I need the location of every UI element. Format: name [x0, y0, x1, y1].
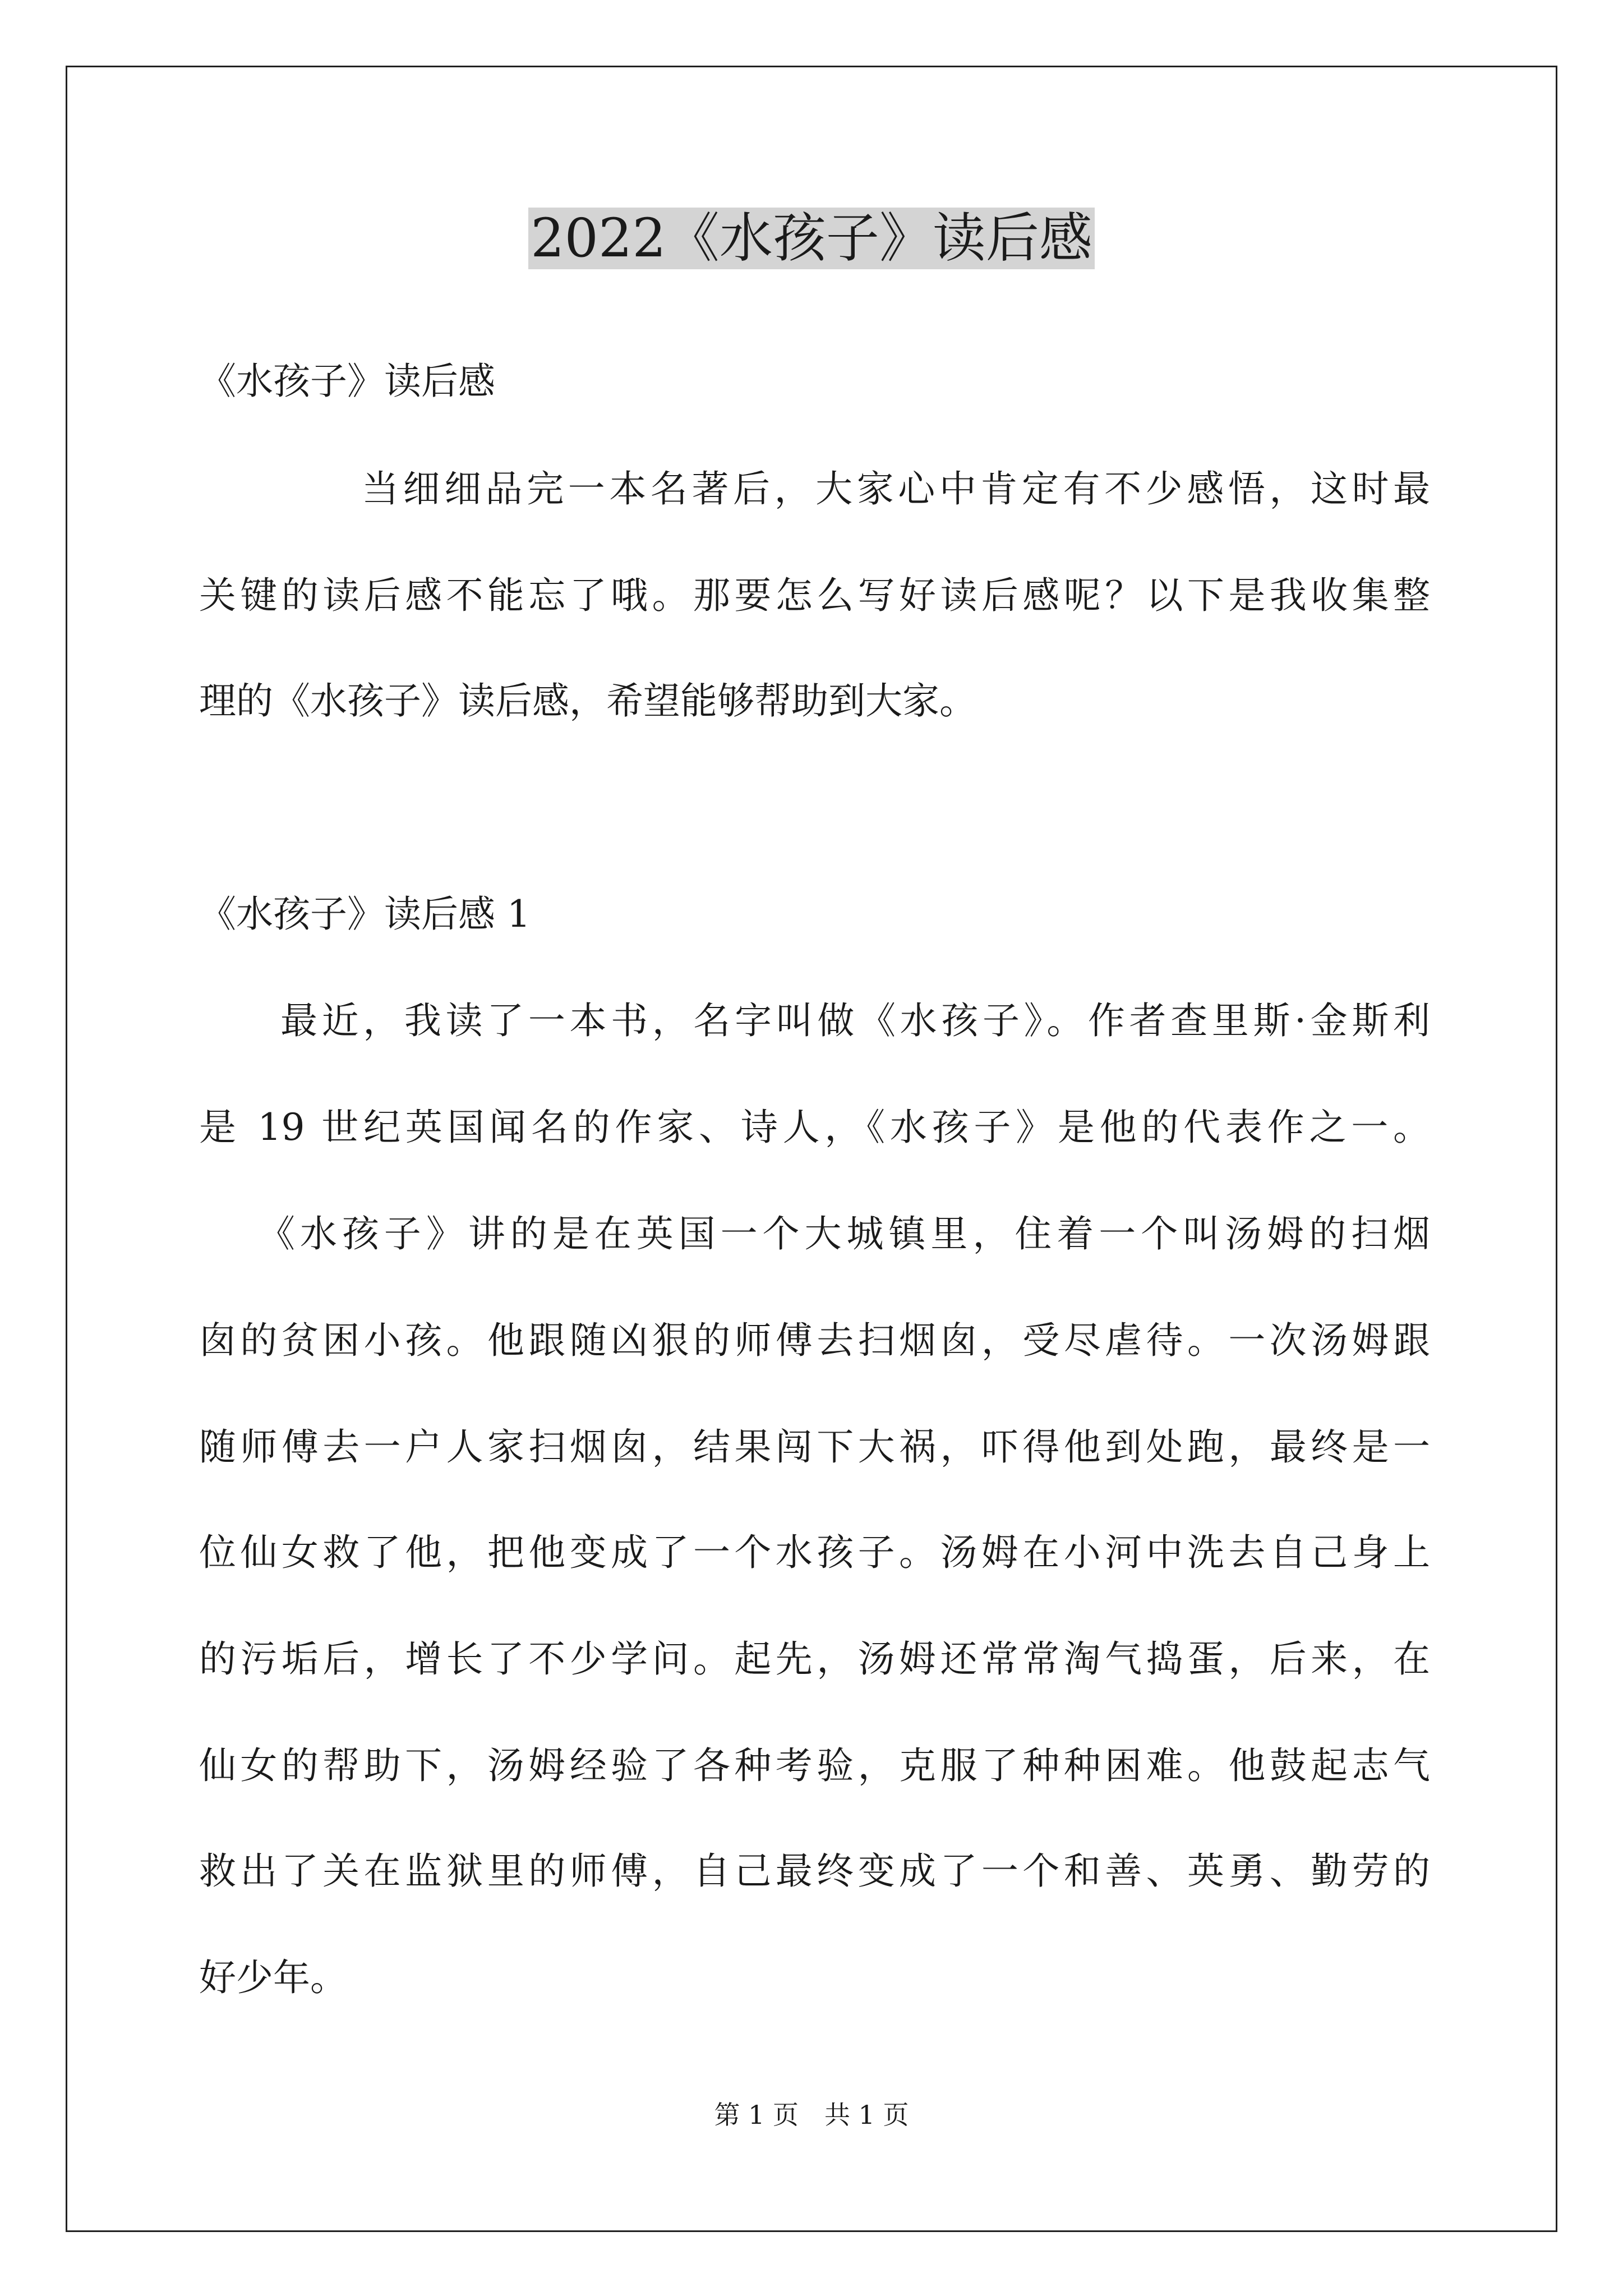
- intro-line: 当细细品完一本名著后，大家心中肯定有不少感悟，这时最: [362, 467, 1430, 510]
- document-title: [0, 199, 1623, 278]
- paragraph-line: 好少年。: [199, 1956, 347, 1999]
- intro-line: 理的《水孩子》读后感，希望能够帮助到大家。: [199, 679, 976, 723]
- section-heading: 《水孩子》读后感 1: [199, 892, 531, 936]
- paragraph-line: 位仙女救了他，把他变成了一个水孩子。汤姆在小河中洗去自己身上: [199, 1531, 1430, 1574]
- paragraph-line: 是 19 世纪英国闻名的作家、诗人，《水孩子》是他的代表作之一。: [199, 1106, 1430, 1149]
- paragraph-line: 仙女的帮助下，汤姆经验了各种考验，克服了种种困难。他鼓起志气: [199, 1744, 1430, 1787]
- paragraph-line: 的污垢后，增长了不少学问。起先，汤姆还常常淘气捣蛋，后来，在: [199, 1637, 1430, 1681]
- page-number: 第 1 页 共 1 页: [714, 2100, 909, 2130]
- paragraph-line: 最近，我读了一本书，名字叫做《水孩子》。作者查里斯·金斯利: [280, 999, 1430, 1042]
- document-title-text: 2022《水孩子》读后感: [528, 208, 1095, 269]
- paragraph-line: 囱的贫困小孩。他跟随凶狠的师傅去扫烟囱，受尽虐待。一次汤姆跟: [199, 1319, 1430, 1362]
- paragraph-line: 随师傅去一户人家扫烟囱，结果闯下大祸，吓得他到处跑，最终是一: [199, 1425, 1430, 1469]
- subtitle: 《水孩子》读后感: [199, 360, 495, 403]
- paragraph-line: 救出了关在监狱里的师傅，自己最终变成了一个和善、英勇、勤劳的: [199, 1849, 1430, 1893]
- intro-line: 关键的读后感不能忘了哦。那要怎么写好读后感呢？以下是我收集整: [199, 574, 1430, 617]
- paragraph-line: 《水孩子》讲的是在英国一个大城镇里，住着一个叫汤姆的扫烟: [258, 1212, 1430, 1255]
